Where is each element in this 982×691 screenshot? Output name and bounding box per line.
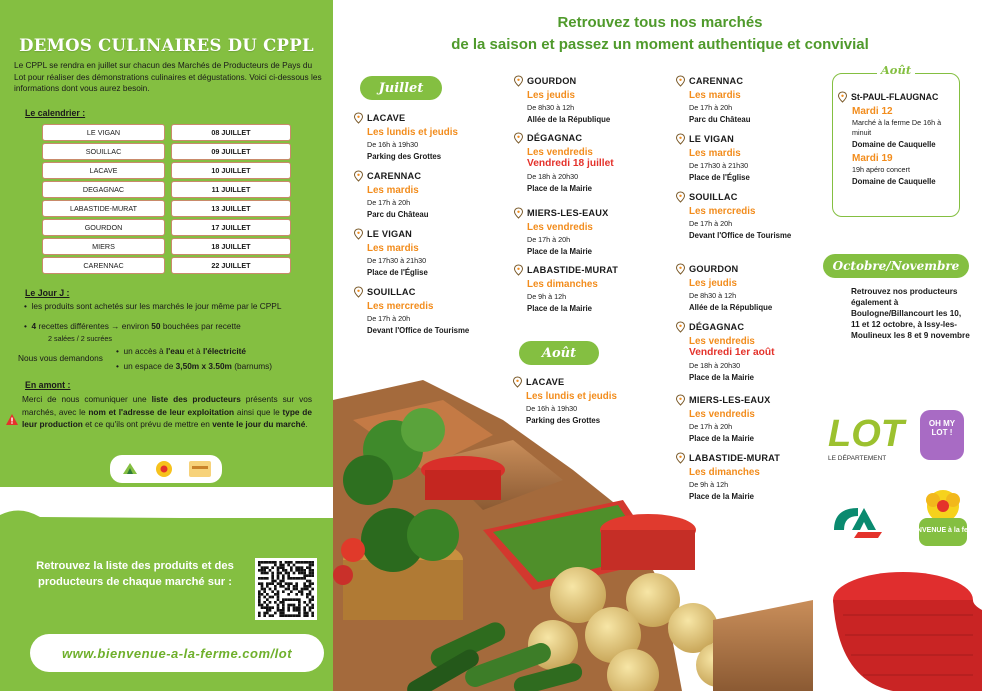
- aout-box-date-1: Mardi 12: [852, 106, 893, 117]
- amont-6: type de leur production: [22, 406, 312, 429]
- jourj-line-3: Nous vous demandons: [18, 353, 103, 363]
- market-place: Place de la Mairie: [527, 304, 593, 313]
- jourj-bites-count: 50: [151, 321, 161, 331]
- headline-line-2: de la saison et passez un moment authentique et convivial: [451, 36, 869, 53]
- market-place: Place de la Mairie: [689, 434, 755, 443]
- lot-logo-text: LOT: [828, 413, 904, 455]
- market-town-label: LACAVE: [526, 377, 565, 387]
- location-pin-icon: [354, 171, 363, 181]
- qr-code-graphic: [258, 561, 314, 617]
- jourj-line-2-sub: 2 salées / 2 sucrées: [48, 334, 112, 343]
- market-town-label: LABASTIDE-MURAT: [527, 265, 619, 275]
- calendar-date: 17 JUILLET: [171, 219, 291, 236]
- market-town: [354, 171, 504, 181]
- market-entry: [676, 264, 826, 313]
- market-hours: De 9h à 12h: [527, 292, 567, 301]
- warning-icon: [6, 414, 18, 425]
- calendar-date: 10 JUILLET: [171, 162, 291, 179]
- market-place: Parc du Château: [367, 210, 429, 219]
- amont-7: et ce qu'ils ont prévu de mettre en: [82, 419, 213, 429]
- market-day: Les vendredis: [527, 222, 593, 233]
- market-place: Place de l'Église: [367, 268, 428, 277]
- market-town: [514, 265, 664, 275]
- market-town-label: LABASTIDE-MURAT: [689, 453, 781, 463]
- market-hours: De 8h30 à 12h: [527, 103, 575, 112]
- market-day: Les jeudis: [527, 90, 575, 101]
- jourj-line-4: • un espace de 3,50m x 3.50m (barnums): [116, 361, 273, 371]
- aout-label: Août: [519, 341, 599, 365]
- jourj-3b: l'eau: [165, 346, 185, 356]
- location-pin-icon: [354, 287, 363, 297]
- calendar-date: 18 JUILLET: [171, 238, 291, 255]
- market-entry: [676, 134, 826, 183]
- calendar-town: LE VIGAN: [42, 124, 165, 141]
- credit-agricole-logo: [830, 500, 886, 540]
- lot-logo-subtitle: LE DÉPARTEMENT: [828, 455, 887, 462]
- aout-box-town: [838, 92, 958, 102]
- aout-box-place-1: Domaine de Cauquelle: [852, 140, 936, 149]
- intro-text: Le CPPL se rendra en juillet sur chacun des Marchés de Producteurs de Pays du Lot pour réaliser des démonstrations culinaires et dégustations. Voici ci-dessous les informations dont vous aurez besoin.: [14, 60, 322, 93]
- market-day: Les dimanches: [527, 279, 598, 290]
- market-day: Les mercredis: [689, 206, 756, 217]
- calendar-date: 22 JUILLET: [171, 257, 291, 274]
- aout-box-town-label: St-PAUL-FLAUGNAC: [851, 92, 939, 102]
- bienvenue-a-la-ferme-logo: [905, 488, 981, 550]
- amont-9: .: [305, 419, 308, 429]
- market-special-date: Vendredi 1er août: [689, 347, 775, 358]
- amont-4: nom et l'adresse de leur exploitation: [88, 406, 235, 417]
- market-day: Les mardis: [367, 185, 419, 196]
- location-pin-icon: [354, 229, 363, 239]
- market-hours: De 17h à 20h: [689, 103, 733, 112]
- jourj-text-2d: bouchées par recette: [160, 321, 241, 331]
- market-place: Devant l'Office de Tourisme: [689, 231, 792, 240]
- market-town: [676, 264, 826, 274]
- market-hours: De 17h à 20h: [689, 422, 733, 431]
- calendar-town: GOURDON: [42, 219, 165, 236]
- calendar-town: CARENNAC: [42, 257, 165, 274]
- market-day: Les mercredis: [367, 301, 434, 312]
- calendar-town: LACAVE: [42, 162, 165, 179]
- calendar-town: SOUILLAC: [42, 143, 165, 160]
- chamber-logo: [120, 459, 140, 479]
- sponsors-chip: [110, 455, 222, 483]
- market-town: [354, 287, 504, 297]
- location-pin-icon: [676, 322, 685, 332]
- calendar-date: 09 JUILLET: [171, 143, 291, 160]
- location-pin-icon: [354, 113, 363, 123]
- market-place: Place de la Mairie: [527, 184, 593, 193]
- juillet-label: Juillet: [360, 76, 442, 100]
- market-town-label: LE VIGAN: [689, 134, 734, 144]
- market-town-label: DÉGAGNAC: [527, 133, 583, 143]
- amont-3: présents sur vos marchés, avec le: [22, 394, 312, 417]
- location-pin-icon: [514, 133, 523, 143]
- market-entry: [354, 229, 504, 278]
- amont-8: vente le jour du marché: [212, 419, 306, 429]
- bottom-text: Retrouvez la liste des produits et des producteurs de chaque marché sur :: [36, 560, 234, 588]
- market-hours: De 18h à 20h30: [689, 361, 741, 370]
- market-place: Allée de la République: [527, 115, 611, 124]
- amont-2: liste des producteurs: [151, 394, 241, 404]
- demos-title: DEMOS CULINAIRES DU CPPL: [19, 36, 314, 55]
- market-town: [514, 133, 664, 143]
- market-town: [354, 229, 504, 239]
- location-pin-icon: [676, 134, 685, 144]
- market-town-label: GOURDON: [689, 264, 739, 274]
- aout-box-title: Août: [877, 63, 915, 77]
- market-day: Les mardis: [689, 148, 741, 159]
- market-hours: De 17h à 20h: [367, 198, 411, 207]
- oh-my-lot-logo: OH MY LOT !: [920, 410, 964, 460]
- market-town-label: LE VIGAN: [367, 229, 412, 239]
- market-hours: De 17h à 20h: [367, 314, 411, 323]
- market-entry: [514, 76, 664, 125]
- aout-box-date-2: Mardi 19: [852, 153, 893, 164]
- location-pin-icon: [676, 76, 685, 86]
- market-day: Les lundis et jeudis: [526, 391, 617, 402]
- market-place: Parking des Grottes: [526, 416, 601, 425]
- aout-box-place-2: Domaine de Cauquelle: [852, 177, 936, 186]
- market-town: [514, 76, 664, 86]
- market-place: Place de la Mairie: [527, 247, 593, 256]
- qr-code-icon[interactable]: [255, 558, 317, 620]
- market-day: Les mardis: [367, 243, 419, 254]
- market-day: Les vendredis: [689, 336, 755, 347]
- calendar-date: 11 JUILLET: [171, 181, 291, 198]
- market-town-label: CARENNAC: [689, 76, 744, 86]
- market-place: Place de la Mairie: [689, 373, 755, 382]
- market-entry: [676, 76, 826, 125]
- jourj-3a: un accès à: [123, 346, 166, 356]
- amont-5: ainsi que le: [234, 406, 283, 417]
- market-town-label: SOUILLAC: [689, 192, 738, 202]
- market-hours: De 16h à 19h30: [526, 404, 578, 413]
- calendar-town: DEGAGNAC: [42, 181, 165, 198]
- jourj-line-1: • les produits sont achetés sur les marchés le jour même par le CPPL: [24, 301, 282, 311]
- left-top-band: [0, 0, 333, 14]
- market-hours: De 17h à 20h: [527, 235, 571, 244]
- market-place: Parking des Grottes: [367, 152, 442, 161]
- jourj-3c: et à: [184, 346, 203, 356]
- market-town: [676, 134, 826, 144]
- market-place: Place de la Mairie: [689, 492, 755, 501]
- jourj-4b: 3,50m x 3.50m: [175, 361, 232, 371]
- jourj-4c: (barnums): [231, 361, 273, 371]
- jourj-3d: l'électricité: [202, 346, 247, 356]
- market-hours: De 17h30 à 21h30: [689, 161, 749, 170]
- market-day: Les vendredis: [689, 409, 755, 420]
- market-town: [676, 76, 826, 86]
- jourj-recipes-count: 4: [31, 321, 37, 331]
- calendar-town: MIERS: [42, 238, 165, 255]
- produits-logo: [188, 460, 212, 478]
- market-hours: De 17h à 20h: [689, 219, 733, 228]
- market-entry: [354, 171, 504, 220]
- market-town: [514, 208, 664, 218]
- market-town-label: SOUILLAC: [367, 287, 416, 297]
- market-entry: [514, 133, 664, 194]
- market-hours: De 18h à 20h30: [527, 172, 579, 181]
- market-day: Les mardis: [689, 90, 741, 101]
- lot-department-logo: [826, 408, 904, 464]
- market-town-label: MIERS-LES-EAUX: [689, 395, 771, 405]
- calendar-title: Le calendrier :: [25, 108, 86, 118]
- location-pin-icon: [838, 92, 847, 102]
- jourj-text-1: les produits sont achetés sur les marchés le jour même par le CPPL: [31, 301, 282, 311]
- headline-line-1: Retrouvez tous nos marchés: [557, 14, 763, 31]
- market-town-label: GOURDON: [527, 76, 577, 86]
- market-hours: De 16h à 19h30: [367, 140, 419, 149]
- location-pin-icon: [514, 76, 523, 86]
- market-town: [676, 322, 826, 332]
- market-entry: [514, 265, 664, 314]
- market-town: [354, 113, 504, 123]
- jourj-text-2b: recettes différentes → environ: [36, 321, 152, 331]
- market-day: Les lundis et jeudis: [367, 127, 458, 138]
- octnov-text: Retrouvez nos producteurs également à Boulogne/Billancourt les 10, 11 et 12 octobre, à Issy-les-Moulineux les 8 et 9 novembre: [851, 287, 970, 340]
- bafe-small-logo: [154, 459, 174, 479]
- aout-box-note-2: 19h apéro concert: [852, 165, 910, 174]
- market-town: [676, 192, 826, 202]
- market-town-label: MIERS-LES-EAUX: [527, 208, 609, 218]
- calendar-town: LABASTIDE-MURAT: [42, 200, 165, 217]
- market-town-label: CARENNAC: [367, 171, 422, 181]
- jourj-line-2: • 4 recettes différentes → environ 50 bouchées par recette: [24, 321, 241, 331]
- amont-text: [22, 393, 312, 431]
- market-hours: De 17h30 à 21h30: [367, 256, 427, 265]
- market-day: Les jeudis: [689, 278, 737, 289]
- market-town-label: LACAVE: [367, 113, 406, 123]
- location-pin-icon: [676, 192, 685, 202]
- aout-box-content: [838, 92, 958, 186]
- market-hours: De 9h à 12h: [689, 480, 729, 489]
- amont-1: Merci de nous comuniquer une: [22, 394, 152, 404]
- calendar-date: 13 JUILLET: [171, 200, 291, 217]
- bottom-panel-curve: [0, 505, 333, 525]
- market-place: Parc du Château: [689, 115, 751, 124]
- amont-title: En amont :: [25, 380, 71, 390]
- market-entry: [514, 208, 664, 257]
- calendar-date: 08 JUILLET: [171, 124, 291, 141]
- market-place: Allée de la République: [689, 303, 773, 312]
- jourj-line-3a: • un accès à l'eau et à l'électricité: [116, 346, 247, 356]
- market-day: Les vendredis: [527, 147, 593, 158]
- market-entry: [354, 287, 504, 336]
- location-pin-icon: [676, 264, 685, 274]
- bafe-logo-text: BIENVENUE à la ferme: [905, 527, 981, 534]
- market-hours: De 8h30 à 12h: [689, 291, 737, 300]
- location-pin-icon: [514, 265, 523, 275]
- octnov-label: Octobre/Novembre: [823, 254, 969, 278]
- market-place: Place de l'Église: [689, 173, 750, 182]
- aout-box-note-1: Marché à la ferme De 16h à minuit: [852, 118, 942, 137]
- website-link[interactable]: www.bienvenue-a-la-ferme.com/lot: [30, 634, 324, 672]
- market-entry: [676, 192, 826, 241]
- market-day: Les dimanches: [689, 467, 760, 478]
- jourj-title: Le Jour J :: [25, 288, 70, 298]
- headline: [340, 12, 980, 56]
- market-special-date: Vendredi 18 juillet: [527, 158, 614, 169]
- market-place: Devant l'Office de Tourisme: [367, 326, 470, 335]
- market-town-label: DÉGAGNAC: [689, 322, 745, 332]
- jourj-4a: un espace de: [123, 361, 176, 371]
- market-entry: [354, 113, 504, 162]
- location-pin-icon: [514, 208, 523, 218]
